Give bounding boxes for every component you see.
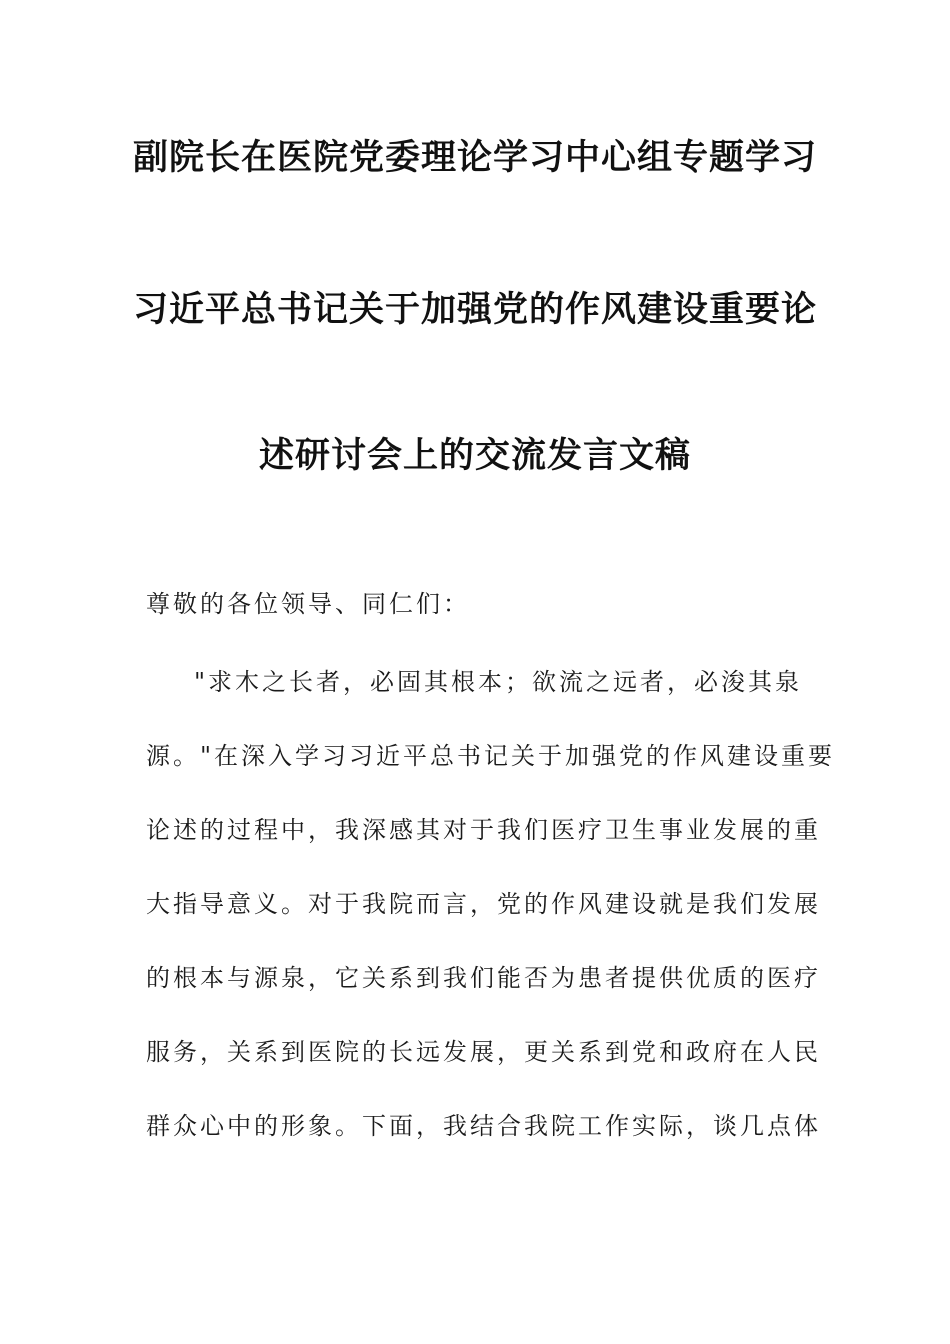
document-title-line-2: 习近平总书记关于加强党的作风建设重要论 — [132, 290, 817, 330]
body-line-6: 服务，关系到医院的长远发展，更关系到党和政府在人民 — [146, 1038, 821, 1066]
body-line-4: 大指导意义。对于我院而言，党的作风建设就是我们发展 — [146, 890, 821, 918]
body-line-1: "求木之长者，必固其根本；欲流之远者，必浚其泉 — [194, 668, 803, 696]
body-line-2: 源。"在深入学习习近平总书记关于加强党的作风建设重要 — [146, 742, 836, 770]
body-line-5: 的根本与源泉，它关系到我们能否为患者提供优质的医疗 — [146, 964, 821, 992]
document-title-line-3: 述研讨会上的交流发言文稿 — [258, 436, 691, 476]
body-line-3: 论述的过程中，我深感其对于我们医疗卫生事业发展的重 — [146, 816, 821, 844]
body-line-7: 群众心中的形象。下面，我结合我院工作实际，谈几点体 — [146, 1112, 821, 1140]
document-title-line-1: 副院长在医院党委理论学习中心组专题学习 — [132, 138, 817, 178]
salutation: 尊敬的各位领导、同仁们： — [146, 590, 470, 618]
